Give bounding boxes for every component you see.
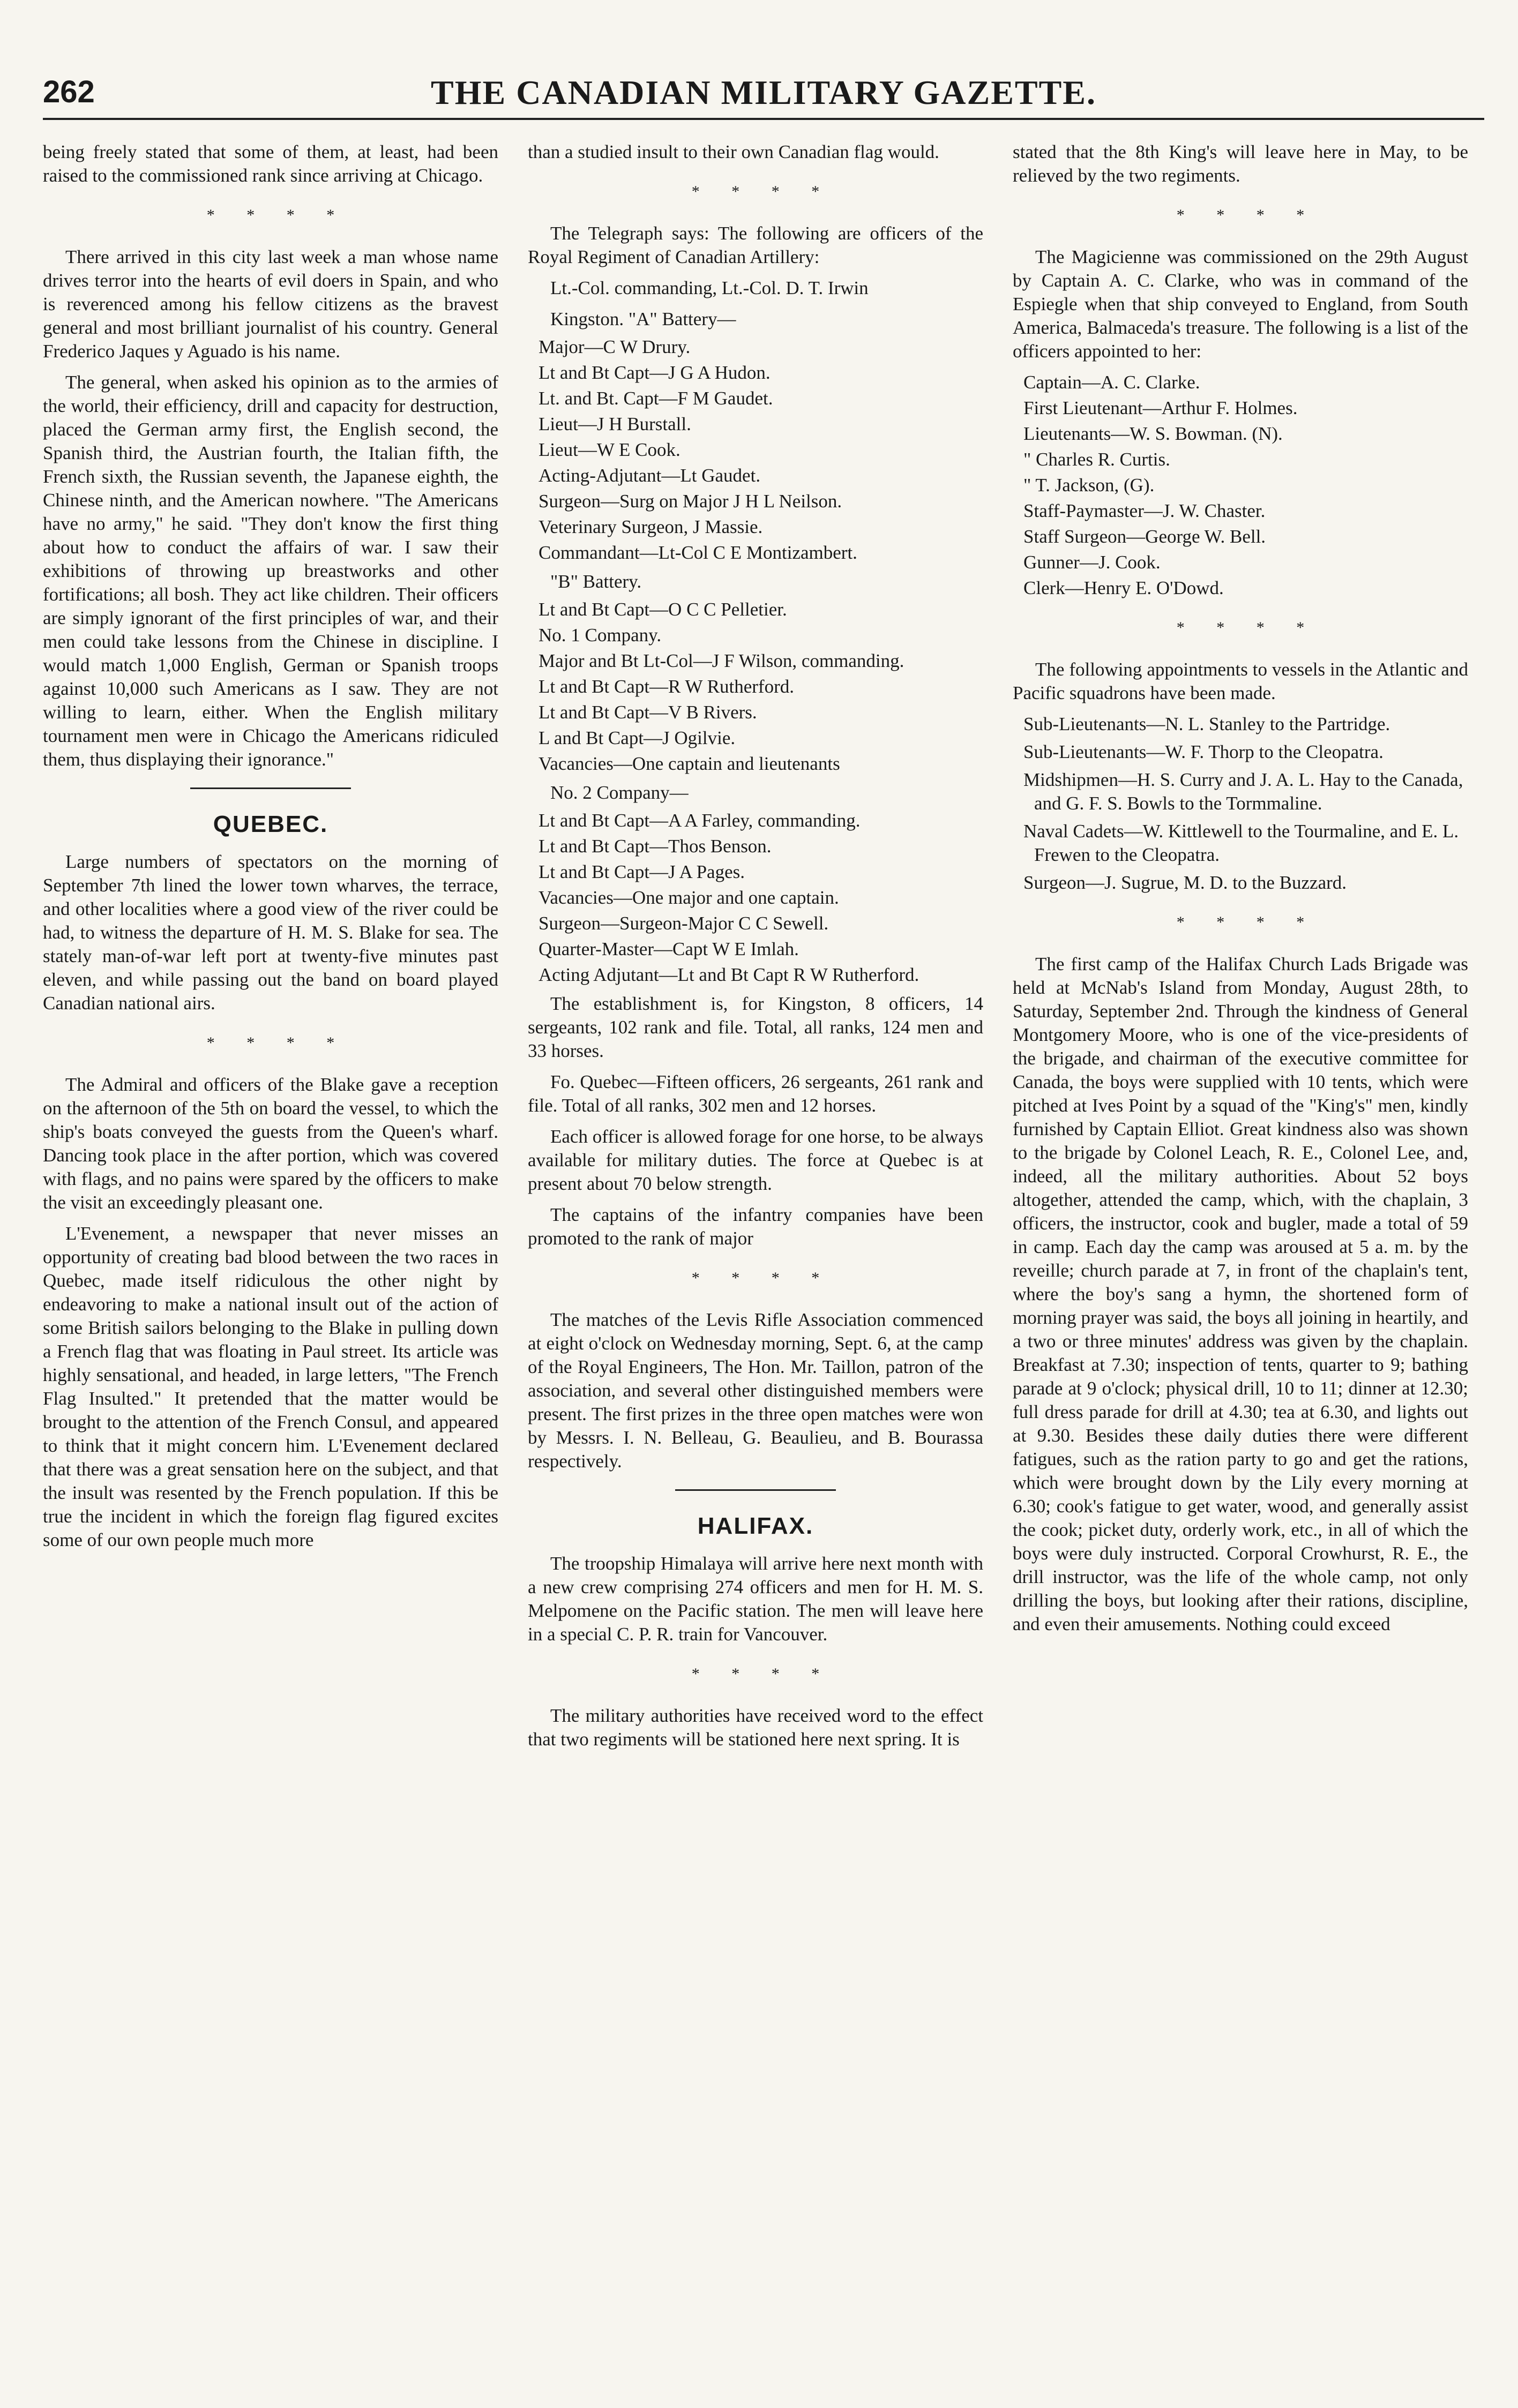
paragraph: stated that the 8th King's will leave here in May, to be relieved by the two regiments. <box>1013 141 1468 186</box>
section-separator: * * * * <box>691 1665 834 1683</box>
list-item: Veterinary Surgeon, J Massie. <box>539 516 763 537</box>
list-item: Captain—A. C. Clarke. <box>1023 372 1200 393</box>
no2-company-list <box>528 809 983 987</box>
paragraph: The following appointments to vessels in the Atlantic and Pacific squadrons have been made. <box>1013 659 1468 703</box>
paragraph: There arrived in this city last week a man whose name drives terror into the hearts of evil doers in Spain, and who is reverenced among his fellow citizens as the bravest general and most brilliant journalist of his country. General Frederico Jaques y Aguado is his name. <box>43 246 498 362</box>
divider-rule <box>190 787 351 789</box>
column-1 <box>43 140 498 2374</box>
paragraph: Each officer is allowed forage for one horse, to be always available for military duties. The force at Quebec is at present about 70 below strength. <box>528 1126 983 1194</box>
list-item: Vacancies—One captain and lieutenants <box>539 753 840 774</box>
paragraph: than a studied insult to their own Canadian flag would. <box>528 141 939 162</box>
section-separator: * * * * <box>691 183 834 200</box>
paragraph: L'Evenement, a newspaper that never misses an opportunity of creating bad blood between the two races in Quebec, made itself ridiculous the other night by endeavoring to make a national insult out of the action of some British sailors belonging to the Blake in pulling down a French flag that was floating in Paul street. Its article was highly sensational, and headed, in large letters, "The French Flag Insulted." It pretended that the matter would be brought to the attention of the French Consul, and appeared to think that it might concern him. L'Evenement declared that there was a great sensation here on the subject, and that the insult was resented by the French population. If this be true the incident in which the foreign flag figured excites some of our own people much more <box>43 1223 498 1550</box>
list-item: First Lieutenant—Arthur F. Holmes. <box>1023 397 1298 418</box>
paragraph: The troopship Himalaya will arrive here next month with a new crew comprising 274 officers and men for H. M. S. Melpomene on the Pacific station. The men will leave here in a special C. P. R. train for Vancouver. <box>528 1553 983 1645</box>
list-item: Major—C W Drury. <box>539 336 691 357</box>
list-item: Surgeon—J. Sugrue, M. D. to the Buzzard. <box>1023 872 1347 893</box>
list-item: Major and Bt Lt-Col—J F Wilson, commanding. <box>539 650 904 671</box>
list-item: Lt and Bt Capt—R W Rutherford. <box>539 676 794 697</box>
list-item: Staff Surgeon—George W. Bell. <box>1023 526 1266 547</box>
list-item: Lt and Bt Capt—A A Farley, commanding. <box>539 810 861 831</box>
paragraph: The general, when asked his opinion as to the armies of the world, their efficiency, drill and capacity for destruction, placed the German army first, the English second, the Spanish third, the Austrian fourth, the Italian fifth, the French sixth, the Russian seventh, the Japanese eighth, the Chinese ninth, and the American nowhere. "The Americans have no army," he said. "They don't know the first thing about how to conduct the affairs of war. I saw their exhibitions of throwing up breastworks and other fortifications; all bosh. They act like children. Their officers are simply ignorant of the first principles of war, and their men could take lessons from the Chinese in discipline. I would match 1,000 English, German or Spanish troops against 10,000 such Americans as I saw. They are not willing to learn, either. When the English military tournament men were in Chicago the Americans ridiculed them, thus displaying their ignorance." <box>43 372 498 770</box>
appointments-list <box>1013 712 1468 895</box>
column-2 <box>528 140 983 2374</box>
list-item: Clerk—Henry E. O'Dowd. <box>1023 577 1224 598</box>
list-item: Lieut—W E Cook. <box>539 439 681 460</box>
list-item: No. 1 Company. <box>539 625 662 646</box>
paragraph: Fo. Quebec—Fifteen officers, 26 sergeants, 261 rank and file. Total of all ranks, 302 men and 12 horses. <box>528 1071 983 1116</box>
list-item: " Charles R. Curtis. <box>1023 449 1170 470</box>
list-item: Lt and Bt Capt—Thos Benson. <box>539 836 772 857</box>
list-item: " T. Jackson, (G). <box>1023 475 1155 496</box>
a-battery-list <box>528 335 983 565</box>
paragraph: The Magicienne was commissioned on the 29th August by Captain A. C. Clarke, who was in command of the Espiegle when that ship conveyed to England, from South America, Balmaceda's treasure. The following is a list of the officers appointed to her: <box>1013 246 1468 362</box>
list-item: Surgeon—Surg on Major J H L Neilson. <box>539 491 842 512</box>
list-item: Commandant—Lt-Col C E Montizambert. <box>539 542 857 563</box>
list-item: Surgeon—Surgeon-Major C C Sewell. <box>539 913 829 934</box>
list-item: Naval Cadets—W. Kittlewell to the Tourmaline, and E. L. Frewen to the Cleopatra. <box>1023 821 1459 865</box>
paragraph: being freely stated that some of them, at least, had been raised to the commissioned rank since arriving at Chicago. <box>43 141 498 186</box>
section-heading-quebec: QUEBEC. <box>213 811 328 837</box>
list-item: Acting-Adjutant—Lt Gaudet. <box>539 465 761 486</box>
list-item: Midshipmen—H. S. Curry and J. A. L. Hay to the Canada, and G. F. S. Bowls to the Tormmaline. <box>1023 769 1463 814</box>
paragraph: Lt.-Col. commanding, Lt.-Col. D. T. Irwin <box>550 277 869 298</box>
list-item: Staff-Paymaster—J. W. Chaster. <box>1023 500 1266 521</box>
paragraph: The Telegraph says: The following are officers of the Royal Regiment of Canadian Artillery: <box>528 223 983 267</box>
paragraph: The establishment is, for Kingston, 8 officers, 14 sergeants, 102 rank and file. Total, all ranks, 124 men and 33 horses. <box>528 993 983 1061</box>
list-item: Lt and Bt Capt—V B Rivers. <box>539 702 757 723</box>
list-item: Vacancies—One major and one captain. <box>539 887 839 908</box>
list-item: Lieut—J H Burstall. <box>539 414 691 434</box>
subheading-b-battery: "B" Battery. <box>550 571 642 592</box>
section-separator: * * * * <box>1176 619 1319 636</box>
section-separator: * * * * <box>206 206 349 224</box>
page-number: 262 <box>43 74 95 109</box>
section-separator: * * * * <box>691 1269 834 1287</box>
list-item: Sub-Lieutenants—W. F. Thorp to the Cleopatra. <box>1023 741 1384 762</box>
subheading-no2-company: No. 2 Company— <box>550 782 689 803</box>
paragraph: The military authorities have received word to the effect that two regiments will be stationed here next spring. It is <box>528 1705 983 1750</box>
list-item: Lt and Bt Capt—J A Pages. <box>539 861 745 882</box>
list-item: Gunner—J. Cook. <box>1023 552 1161 573</box>
paragraph: The matches of the Levis Rifle Association commenced at eight o'clock on Wednesday morning, Sept. 6, at the camp of the Royal Engineers, The Hon. Mr. Taillon, patron of the association, and several other distinguished members were present. The first prizes in the three open matches were won by Messrs. I. N. Belleau, G. Beaulieu, and B. Bourassa respectively. <box>528 1309 983 1472</box>
paragraph: The first camp of the Halifax Church Lads Brigade was held at McNab's Island from Monday, August 28th, to Saturday, September 2nd. Through the kindness of General Montgomery Moore, who is one of the vice-presidents of the brigade, and chairman of the executive committee for Canada, the boys were supplied with 10 tents, which were pitched at Ives Point by a squad of the "King's" men, kindly furnished by Captain Elliot. Great kindness also was shown to the brigade by Colonel Leach, R. E., Colonel Lee, and, indeed, all the military authorities. About 52 boys altogether, attended the camp, which, with the chaplain, 3 officers, the instructor, cook and bugler, made a total of 59 in camp. Each day the camp was aroused at 5 a. m. by the reveille; church parade at 7, in front of the chaplain's tent, where the boy's sang a hymn, the shortened form of morning prayer was said, the boys all joining in heartily, and a two or three minutes' address was given by the chaplain. Breakfast at 7.30; inspection of tents, quarter to 9; bathing parade at 9 o'clock; physical drill, 10 to 11; dinner at 12.30; full dress parade for drill at 4.30; tea at 6.30, and lights out at 9.30. Besides these daily duties there were different fatigues, such as the ration party to go and get the rations, which were brought down by the Lily every morning at 6.30; cook's fatigue to get water, wood, and generally assist the cook; picket duty, orderly work, etc., in all of which the boys were duly instructed. Corporal Crowhurst, R. E., the drill instructor, was the life of the whole camp, not only drilling the boys, but looking after their rations, discipline, and even their amusements. Nothing could exceed <box>1013 954 1468 1634</box>
section-separator: * * * * <box>1176 913 1319 931</box>
list-item: Lieutenants—W. S. Bowman. (N). <box>1023 423 1283 444</box>
list-item: L and Bt Capt—J Ogilvie. <box>539 727 736 748</box>
column-3 <box>1013 140 1468 2374</box>
subheading-a-battery: Kingston. "A" Battery— <box>550 309 736 329</box>
section-heading-halifax: HALIFAX. <box>697 1513 814 1539</box>
list-item: Quarter-Master—Capt W E Imlah. <box>539 939 799 959</box>
list-item: Acting Adjutant—Lt and Bt Capt R W Rutherford. <box>539 964 919 985</box>
paragraph: Large numbers of spectators on the morning of September 7th lined the lower town wharves, the terrace, and other localities where a good view of the river could be had, to witness the departure of H. M. S. Blake for sea. The stately man-of-war left port at twenty-five minutes past eleven, and while passing out the band on board played Canadian national airs. <box>43 851 498 1014</box>
officers-list <box>1013 371 1468 600</box>
page-header <box>43 70 1484 120</box>
divider-rule <box>675 1489 836 1491</box>
paragraph: The Admiral and officers of the Blake gave a reception on the afternoon of the 5th on board the vessel, to which the ship's boats conveyed the guests from the Queen's wharf. Dancing took place in the after portion, which was covered with flags, and no pains were spared by the officers to make the visit an exceedingly pleasant one. <box>43 1074 498 1213</box>
list-item: Lt and Bt Capt—O C C Pelletier. <box>539 599 787 620</box>
masthead-title: THE CANADIAN MILITARY GAZETTE. <box>431 73 1096 111</box>
list-item: Sub-Lieutenants—N. L. Stanley to the Partridge. <box>1023 714 1390 734</box>
paragraph: The captains of the infantry companies have been promoted to the rank of major <box>528 1204 983 1249</box>
list-item: Lt. and Bt. Capt—F M Gaudet. <box>539 388 773 409</box>
list-item: Lt and Bt Capt—J G A Hudon. <box>539 362 771 383</box>
section-separator: * * * * <box>206 1034 349 1052</box>
section-separator: * * * * <box>1176 206 1319 224</box>
b-battery-list <box>528 598 983 776</box>
